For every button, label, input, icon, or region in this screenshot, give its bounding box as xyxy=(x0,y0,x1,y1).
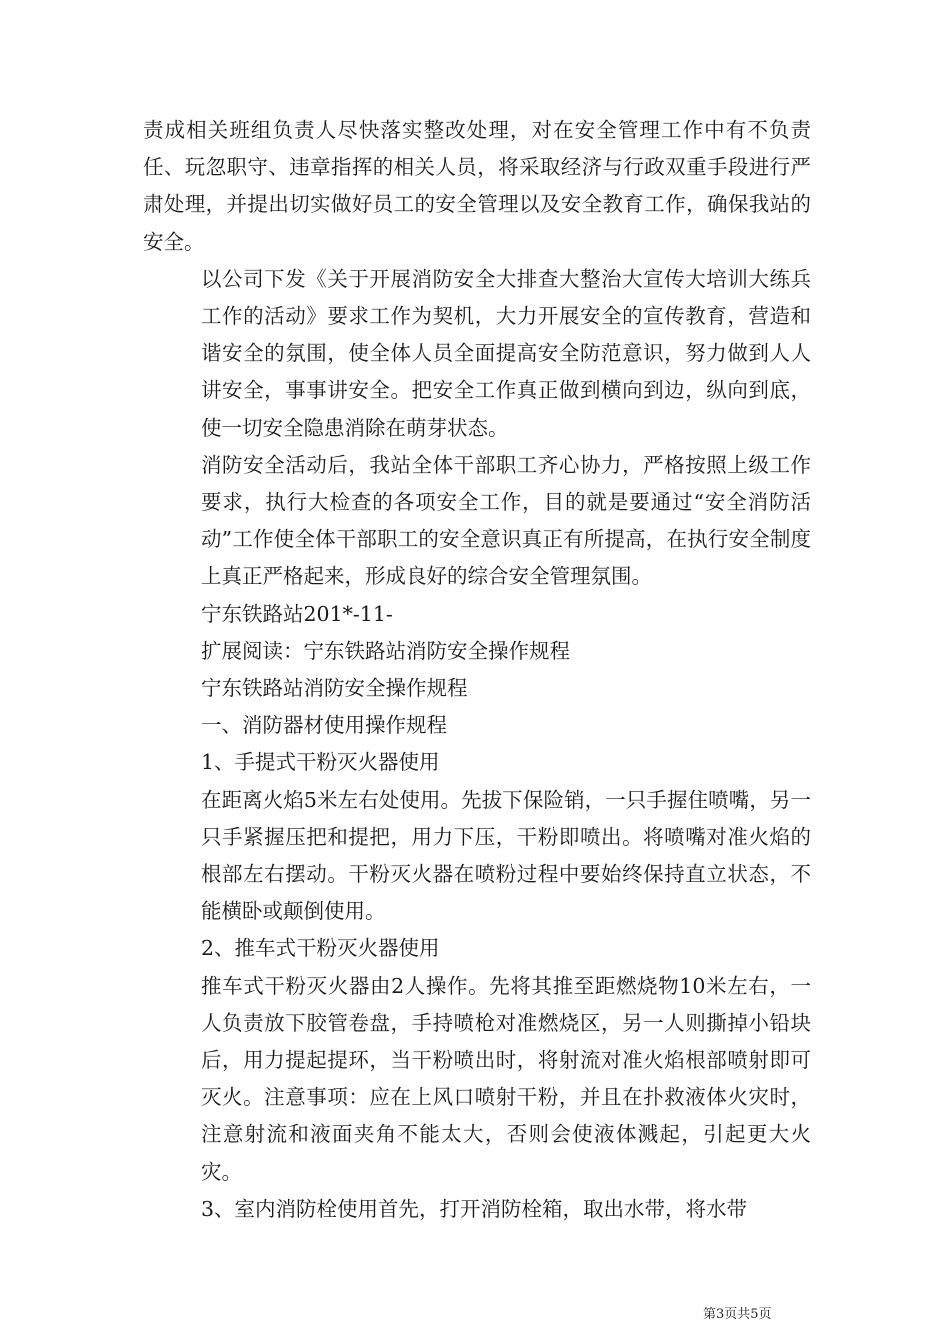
paragraph: 推车式干粉灭火器由2人操作。先将其推至距燃烧物10米左右，一人负责放下胶管卷盘，手持喷枪对准燃烧区，另一人则撕掉小铅块后，用力提起提环，当干粉喷出时，将射流对准火焰根部喷射即可灭火。注意事项：应在上风口喷射干粉，并且在扑救液体火灾时，注意射流和液面夹角不能太大，否则会使液体溅起，引起更大火灾。 xyxy=(201,973,811,1184)
subsection-heading: 1、手提式干粉灭火器使用 xyxy=(201,750,440,775)
paragraph: 以公司下发《关于开展消防安全大排查大整治大宣传大培训大练兵工作的活动》要求工作为契机，大力开展安全的宣传教育，营造和谐安全的氛围，使全体人员全面提高安全防范意识，努力做到人人讲安全，事事讲安全。把安全工作真正做到横向到边，纵向到底，使一切安全隐患消除在萌芽状态。 xyxy=(201,266,811,440)
paragraph: 责成相关班组负责人尽快落实整改处理，对在安全管理工作中有不负责任、玩忽职守、违章指挥的相关人员，将采取经济与行政双重手段进行严肃处理，并提出切实做好员工的安全管理以及安全教育工作，确保我站的安全。 xyxy=(143,118,811,254)
paragraph: 消防安全活动后，我站全体干部职工齐心协力，严格按照上级工作要求，执行大检查的各项安全工作，目的就是要通过“安全消防活动”工作使全体干部职工的安全意识真正有所提高，在执行安全制度上真正严格起来，形成良好的综合安全管理氛围。 xyxy=(201,452,811,589)
subsection-heading: 2、推车式干粉灭火器使用 xyxy=(201,936,440,961)
document-body xyxy=(143,112,811,1228)
paragraph: 在距离火焰5米左右处使用。先拔下保险销，一只手握住喷嘴，另一只手紧握压把和提把，用力下压，干粉即喷出。将喷嘴对准火焰的根部左右摆动。干粉灭火器在喷粉过程中要始终保持直立状态，不能横卧或颠倒使用。 xyxy=(201,787,811,924)
paragraph: 宁东铁路站消防安全操作规程 xyxy=(201,676,468,701)
paragraph: 3、室内消防栓使用首先，打开消防栓箱，取出水带，将水带 xyxy=(201,1196,748,1221)
paragraph: 扩展阅读：宁东铁路站消防安全操作规程 xyxy=(201,638,570,663)
paragraph: 宁东铁路站201*-11- xyxy=(201,601,393,626)
section-heading: 一、消防器材使用操作规程 xyxy=(201,713,447,738)
page-number: 第3页共5页 xyxy=(703,1307,772,1322)
